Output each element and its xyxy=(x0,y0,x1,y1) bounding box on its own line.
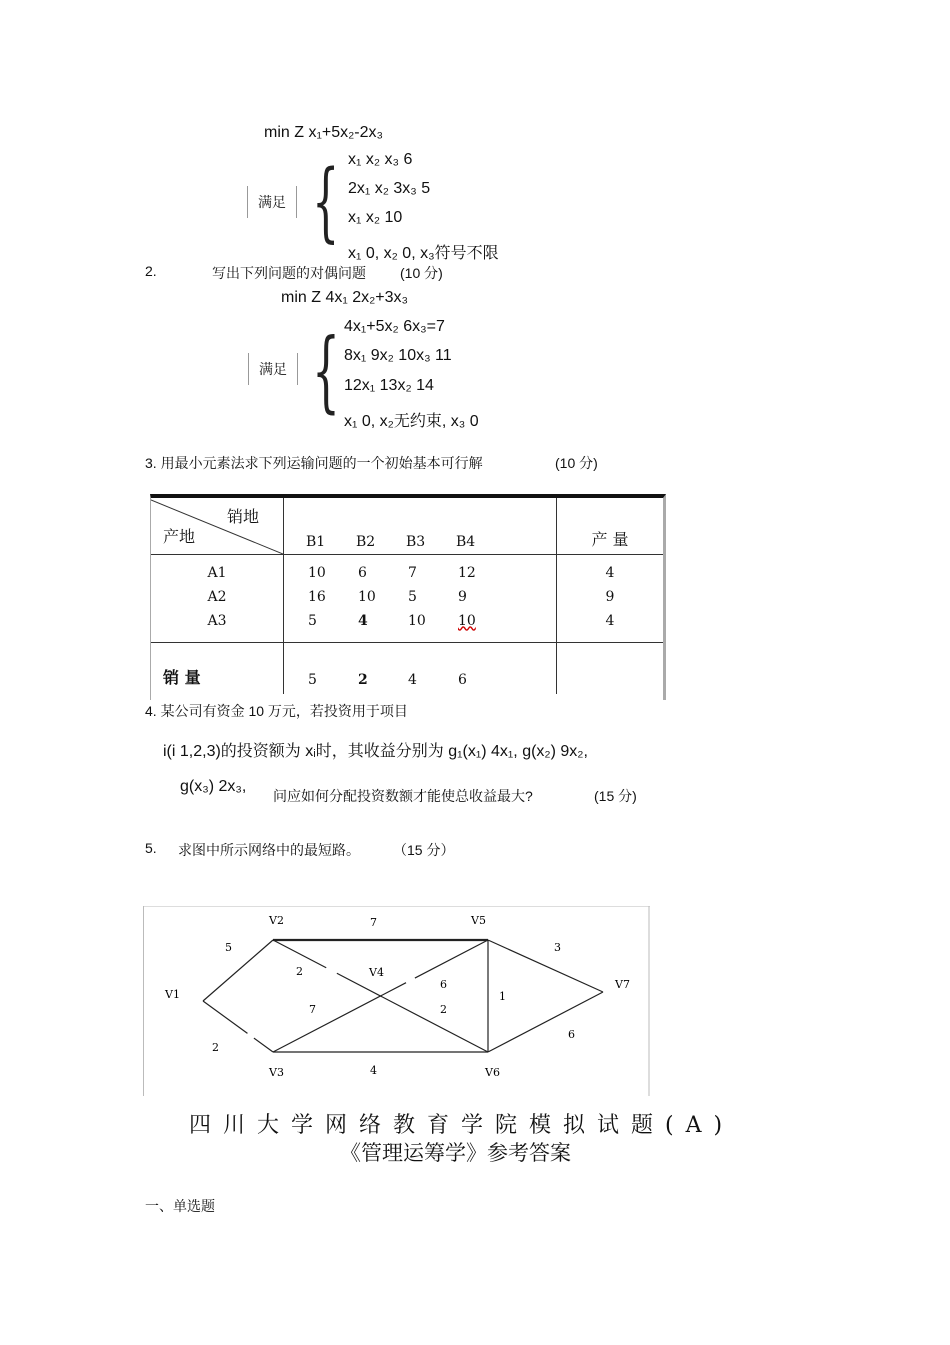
answer-title: 四川大学网络教育学院模拟试题(A) xyxy=(189,1113,735,1138)
q2-constraint-label: 满足 xyxy=(248,353,298,385)
q2-constraint-4: x₁ 0, x₂无约束, x₃ 0 xyxy=(344,413,479,430)
q1-constraint-2: 2x₁ x₂ 3x₃ 5 xyxy=(348,180,431,197)
weight-v5-v7: 3 xyxy=(554,941,561,954)
q2-constraint-3: 12x₁ 13x₂ 14 xyxy=(344,377,434,394)
q4-line3-math: g(x₃) 2x₃, xyxy=(180,778,247,795)
weight-v3-v4: 7 xyxy=(309,1003,316,1016)
q1-constraint-label: 满足 xyxy=(247,186,297,218)
cost-cell: 6 xyxy=(358,564,367,581)
q3-heading: 3. 用最小元素法求下列运输问题的一个初始基本可行解 xyxy=(145,455,483,471)
node-v5: V5 xyxy=(471,914,486,927)
q2-constraint-2: 8x₁ 9x₂ 10x₃ 11 xyxy=(344,347,452,364)
q2-score: (10 分) xyxy=(400,265,443,281)
dest-header-cell xyxy=(284,498,557,554)
origin-label: A3 xyxy=(207,612,227,629)
q4-score: (15 分) xyxy=(594,788,637,804)
node-v1: V1 xyxy=(165,988,180,1001)
origin-column xyxy=(151,554,284,642)
node-v2: V2 xyxy=(269,914,284,927)
q2-constraint-1: 4x₁+5x₂ 6x₃=7 xyxy=(344,318,445,335)
supply-column xyxy=(557,554,664,642)
weight-v4-v6: 2 xyxy=(440,1003,447,1016)
q4-heading: 4. 某公司有资金 10 万元，若投资用于项目 xyxy=(145,703,408,719)
edge-v5-v7 xyxy=(488,940,603,992)
q2-heading: 写出下列问题的对偶问题 xyxy=(212,265,366,281)
demand-empty-cell xyxy=(557,642,664,694)
q2-number: 2. xyxy=(145,263,157,279)
origin-label: A2 xyxy=(207,588,227,605)
q5-heading: 求图中所示网络中的最短路。 xyxy=(178,842,360,858)
cost-cell: 12 xyxy=(458,564,476,581)
node-v7: V7 xyxy=(615,978,630,991)
cost-cell: 10 xyxy=(458,612,476,629)
edge-v1-v2 xyxy=(203,940,273,1001)
demand-label: 销 量 xyxy=(151,642,284,694)
corner-destination-label: 销地 xyxy=(227,507,260,526)
table-header-row xyxy=(151,498,663,554)
demand-cell: 4 xyxy=(408,672,417,688)
dest-header: B1 xyxy=(306,533,326,550)
cost-row xyxy=(308,609,556,633)
weight-v2-v5: 7 xyxy=(370,916,377,929)
demand-cell: 2 xyxy=(358,672,368,688)
q1-constraint-4: x₁ 0, x₂ 0, x₃符号不限 xyxy=(348,245,499,262)
node-v6: V6 xyxy=(485,1066,500,1079)
weight-v6-v7: 6 xyxy=(568,1028,575,1041)
weight-v1-v2: 5 xyxy=(225,941,232,954)
weight-v4-v5: 6 xyxy=(440,978,447,991)
dest-header: B4 xyxy=(456,533,476,550)
transport-table xyxy=(151,498,663,694)
demand-cell: 5 xyxy=(308,672,317,688)
section-single-choice: 一、单选题 xyxy=(145,1198,215,1214)
dest-header: B2 xyxy=(356,533,376,550)
q5-score: （15 分） xyxy=(393,842,455,858)
supply-value: 4 xyxy=(605,564,615,581)
table-body-row xyxy=(151,554,663,642)
cost-row xyxy=(308,585,556,609)
q5-number: 5. xyxy=(145,840,157,856)
transport-table-frame xyxy=(150,494,666,700)
cost-cell: 4 xyxy=(358,612,368,629)
node-v4: V4 xyxy=(369,966,384,979)
q1-objective: min Z x₁+5x₂-2x₃ xyxy=(264,124,384,141)
weight-v2-v4: 2 xyxy=(296,965,303,978)
cost-row xyxy=(308,561,556,585)
cost-cell: 10 xyxy=(408,612,426,629)
origin-label: A1 xyxy=(207,564,227,581)
q1-brace: { xyxy=(312,152,340,252)
q1-constraint-3: x₁ x₂ 10 xyxy=(348,209,403,226)
supply-value: 4 xyxy=(605,612,615,629)
weight-v5-v6: 1 xyxy=(499,990,506,1003)
answer-subtitle: 《管理运筹学》参考答案 xyxy=(340,1141,571,1165)
cost-cell: 7 xyxy=(408,564,417,581)
cost-cell: 5 xyxy=(308,612,317,629)
demand-cell: 6 xyxy=(458,672,467,688)
q2-objective: min Z 4x₁ 2x₂+3x₃ xyxy=(281,289,409,306)
weight-v3-v6: 4 xyxy=(370,1064,377,1077)
corner-origin-label: 产地 xyxy=(163,527,196,546)
supply-header: 产 量 xyxy=(557,498,664,554)
cost-cell: 10 xyxy=(358,588,376,605)
table-corner-cell xyxy=(151,498,284,554)
cost-cell: 9 xyxy=(458,588,467,605)
cost-cell: 16 xyxy=(308,588,326,605)
node-v3: V3 xyxy=(269,1066,284,1079)
q3-score: (10 分) xyxy=(555,455,598,471)
cost-matrix xyxy=(284,554,557,642)
q4-line2: i(i 1,2,3)的投资额为 xᵢ时，其收益分别为 g₁(x₁) 4x₁, g(x₂) 9x₂, xyxy=(163,743,588,760)
cost-cell: 10 xyxy=(308,564,326,581)
supply-value: 9 xyxy=(605,588,615,605)
q4-line3-text: 问应如何分配投资数额才能使总收益最大? xyxy=(273,788,533,804)
demand-values xyxy=(284,642,557,694)
dest-header: B3 xyxy=(406,533,426,550)
network-graph xyxy=(143,906,650,1096)
cost-cell: 5 xyxy=(408,588,417,605)
demand-row xyxy=(151,642,663,694)
q1-constraint-1: x₁ x₂ x₃ 6 xyxy=(348,151,413,168)
weight-v1-v3: 2 xyxy=(212,1041,219,1054)
q2-brace: { xyxy=(312,319,340,422)
